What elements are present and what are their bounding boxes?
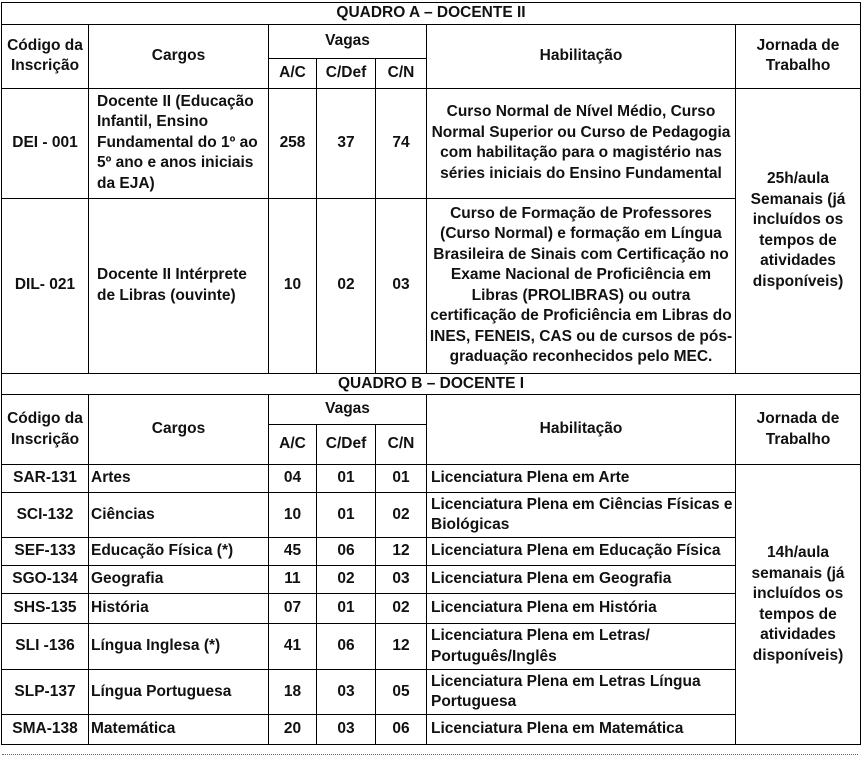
table-row (2, 493, 861, 538)
table-row (2, 88, 861, 198)
cell-habilitacao: Licenciatura Plena em Letras/ Português/Inglês (427, 624, 736, 670)
header-cargos: Cargos (89, 395, 269, 465)
header-ac: A/C (269, 58, 317, 88)
cell-cn: 03 (376, 566, 427, 594)
cell-ac: 45 (269, 538, 317, 566)
cell-cn: 12 (376, 538, 427, 566)
cell-jornada: 14h/aula semanais (já incluídos os tempos de atividades disponíveis) (736, 465, 861, 745)
cell-codigo: SCI-132 (2, 493, 89, 538)
cell-cdef: 01 (317, 493, 376, 538)
vacancy-table (1, 2, 861, 745)
cell-ac: 10 (269, 493, 317, 538)
cell-habilitacao: Licenciatura Plena em Ciências Físicas e Biológicas (427, 493, 736, 538)
cell-habilitacao: Licenciatura Plena em Letras Língua Portuguesa (427, 670, 736, 715)
header-cdef: C/Def (317, 425, 376, 465)
table-row (2, 198, 861, 373)
cell-cn: 02 (376, 493, 427, 538)
cell-codigo: SMA-138 (2, 715, 89, 745)
cell-cn: 05 (376, 670, 427, 715)
cell-cdef: 06 (317, 538, 376, 566)
cell-habilitacao: Licenciatura Plena em Geografia (427, 566, 736, 594)
cell-habilitacao: Curso Normal de Nível Médio, Curso Normal Superior ou Curso de Pedagogia com habilitação para o magistério nas séries iniciais do Ensino Fundamental (427, 88, 736, 198)
table-row (2, 715, 861, 745)
quadro-b-title: QUADRO B – DOCENTE I (2, 373, 861, 395)
cell-codigo: SEF-133 (2, 538, 89, 566)
cell-cargo: História (89, 594, 269, 624)
cell-cn: 12 (376, 624, 427, 670)
cell-ac: 20 (269, 715, 317, 745)
table-row (2, 624, 861, 670)
header-jornada: Jornada de Trabalho (736, 24, 861, 88)
table-row (2, 594, 861, 624)
cell-cdef: 01 (317, 465, 376, 493)
cell-ac: 18 (269, 670, 317, 715)
cell-cn: 06 (376, 715, 427, 745)
header-habilitacao: Habilitação (427, 395, 736, 465)
header-jornada: Jornada de Trabalho (736, 395, 861, 465)
cell-ac: 11 (269, 566, 317, 594)
header-cdef: C/Def (317, 58, 376, 88)
cut-text-line (2, 754, 858, 756)
cell-cn: 02 (376, 594, 427, 624)
cell-cargo: Língua Inglesa (*) (89, 624, 269, 670)
cell-ac: 10 (269, 198, 317, 373)
cell-habilitacao: Licenciatura Plena em Arte (427, 465, 736, 493)
cell-cargo: Ciências (89, 493, 269, 538)
cell-cdef: 03 (317, 715, 376, 745)
header-codigo: Código da Inscrição (2, 24, 89, 88)
header-vagas: Vagas (269, 395, 427, 425)
cell-cargo: Artes (89, 465, 269, 493)
cell-codigo: SAR-131 (2, 465, 89, 493)
cell-ac: 41 (269, 624, 317, 670)
header-codigo: Código da Inscrição (2, 395, 89, 465)
cell-cargo: Docente II Intérprete de Libras (ouvinte) (89, 198, 269, 373)
cell-codigo: SLI -136 (2, 624, 89, 670)
cell-codigo: SLP-137 (2, 670, 89, 715)
header-cn: C/N (376, 425, 427, 465)
cell-cdef: 02 (317, 198, 376, 373)
cell-cdef: 01 (317, 594, 376, 624)
table-row (2, 566, 861, 594)
cell-cargo: Matemática (89, 715, 269, 745)
table-row (2, 670, 861, 715)
cell-ac: 04 (269, 465, 317, 493)
header-cn: C/N (376, 58, 427, 88)
cell-cargo: Docente II (Educação Infantil, Ensino Fundamental do 1º ao 5º ano e anos iniciais da EJA) (89, 88, 269, 198)
cell-cargo: Geografia (89, 566, 269, 594)
cell-habilitacao: Curso de Formação de Professores (Curso Normal) e formação em Língua Brasileira de Sinais com Certificação no Exame Nacional de Proficiência em Libras (PROLIBRAS) ou outra certificação de Proficiência em Libras do INES, FENEIS, CAS ou de cursos de pós-graduação reconhecidos pelo MEC. (427, 198, 736, 373)
header-vagas: Vagas (269, 24, 427, 58)
cell-cdef: 37 (317, 88, 376, 198)
cell-habilitacao: Licenciatura Plena em Educação Física (427, 538, 736, 566)
cell-cdef: 02 (317, 566, 376, 594)
cell-cn: 03 (376, 198, 427, 373)
cell-codigo: SGO-134 (2, 566, 89, 594)
table-row (2, 465, 861, 493)
cell-ac: 07 (269, 594, 317, 624)
header-habilitacao: Habilitação (427, 24, 736, 88)
cell-ac: 258 (269, 88, 317, 198)
cell-cargo: Educação Física (*) (89, 538, 269, 566)
cell-codigo: DEI - 001 (2, 88, 89, 198)
cell-codigo: SHS-135 (2, 594, 89, 624)
cell-codigo: DIL- 021 (2, 198, 89, 373)
cell-cn: 74 (376, 88, 427, 198)
cell-habilitacao: Licenciatura Plena em História (427, 594, 736, 624)
cell-cdef: 06 (317, 624, 376, 670)
cell-habilitacao: Licenciatura Plena em Matemática (427, 715, 736, 745)
cell-jornada: 25h/aula Semanais (já incluídos os tempos de atividades disponíveis) (736, 88, 861, 373)
cell-cn: 01 (376, 465, 427, 493)
header-ac: A/C (269, 425, 317, 465)
quadro-a-title: QUADRO A – DOCENTE II (2, 3, 861, 25)
table-row (2, 538, 861, 566)
cell-cdef: 03 (317, 670, 376, 715)
cell-cargo: Língua Portuguesa (89, 670, 269, 715)
header-cargos: Cargos (89, 24, 269, 88)
